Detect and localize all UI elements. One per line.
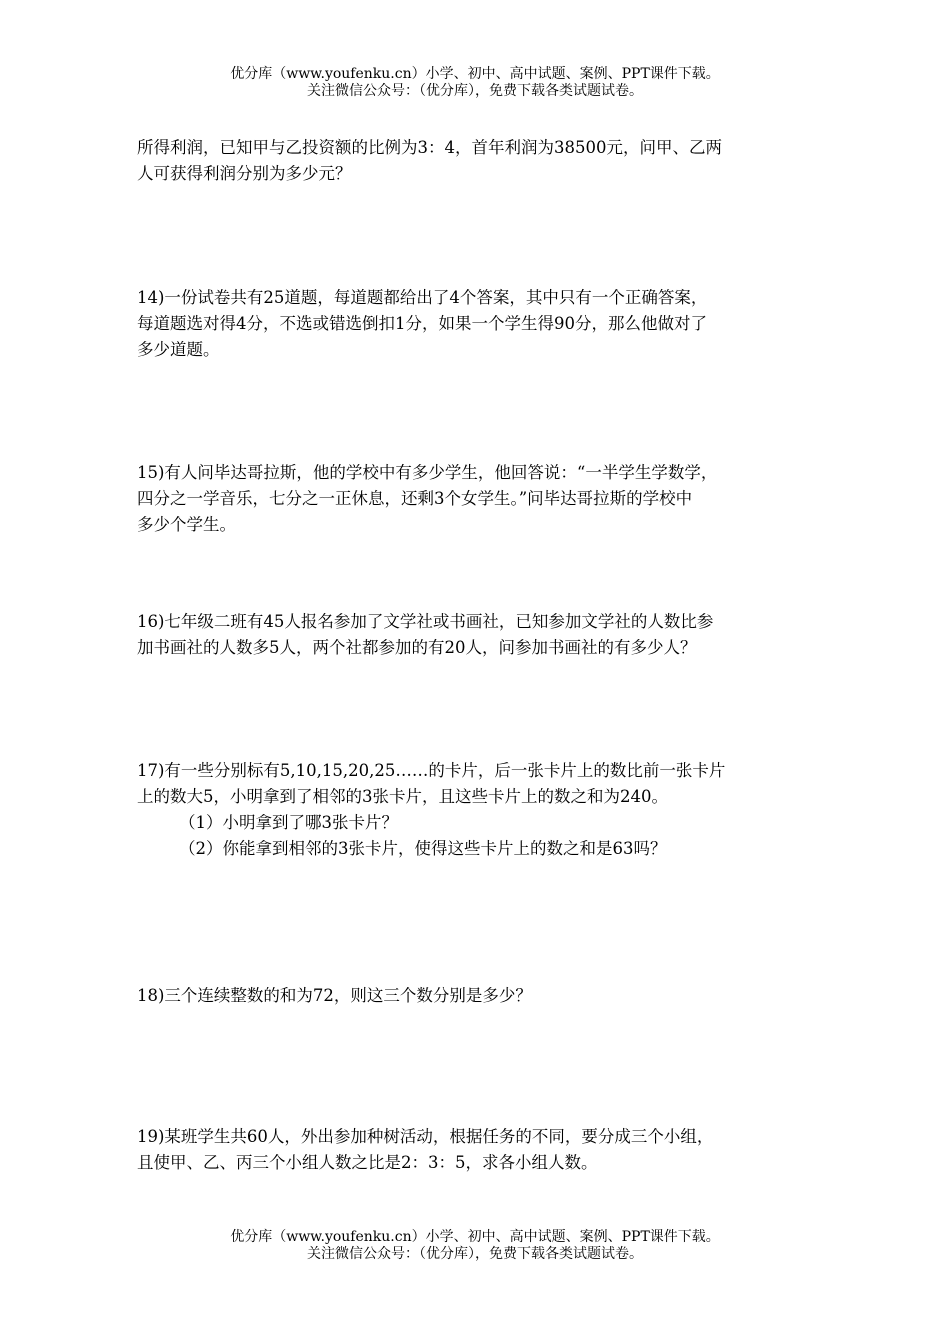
question-line: 多少道题。 xyxy=(137,340,220,359)
header-line-2: 关注微信公众号：（优分库），免费下载各类试题试卷。 xyxy=(307,83,643,99)
question-line: 14)一份试卷共有25道题，每道题都给出了4个答案，其中只有一个正确答案， xyxy=(137,288,708,307)
footer-line-1: 优分库（www.youfenku.cn）小学、初中、高中试题、案例、PPT课件下载。 xyxy=(230,1229,720,1245)
question-13-continued xyxy=(137,135,827,187)
question-line: 且使甲、乙、丙三个小组人数之比是2：3：5，求各小组人数。 xyxy=(137,1153,598,1172)
question-16 xyxy=(137,609,827,661)
question-line: 每道题选对得4分，不选或错选倒扣1分，如果一个学生得90分，那么他做对了 xyxy=(137,314,707,333)
question-line: 17)有一些分别标有5,10,15,20,25……的卡片，后一张卡片上的数比前一张卡片 xyxy=(137,761,726,780)
question-15 xyxy=(137,460,827,538)
question-line: 19)某班学生共60人，外出参加种树活动，根据任务的不同，要分成三个小组， xyxy=(137,1127,714,1146)
question-19 xyxy=(137,1124,827,1176)
question-line: 加书画社的人数多5人，两个社都参加的有20人，问参加书画社的有多少人？ xyxy=(137,638,697,657)
question-line: 四分之一学音乐，七分之一正休息，还剩3个女学生。”问毕达哥拉斯的学校中 xyxy=(137,489,693,508)
header-line-1: 优分库（www.youfenku.cn）小学、初中、高中试题、案例、PPT课件下载。 xyxy=(230,66,720,82)
question-line: 上的数大5，小明拿到了相邻的3张卡片，且这些卡片上的数之和为240。 xyxy=(137,787,668,806)
question-line: 多少个学生。 xyxy=(137,515,236,534)
sub-question-2: （2）你能拿到相邻的3张卡片，使得这些卡片上的数之和是63吗？ xyxy=(179,839,667,858)
question-line: 15)有人问毕达哥拉斯，他的学校中有多少学生，他回答说：“一半学生学数学， xyxy=(137,463,718,482)
question-18 xyxy=(137,983,827,1009)
question-line: 16)七年级二班有45人报名参加了文学社或书画社，已知参加文学社的人数比参 xyxy=(137,612,714,631)
question-14 xyxy=(137,285,827,363)
question-line: 18)三个连续整数的和为72，则这三个数分别是多少？ xyxy=(137,986,532,1005)
question-17 xyxy=(137,758,827,862)
question-line: 所得利润，已知甲与乙投资额的比例为3：4，首年利润为38500元，问甲、乙两 xyxy=(137,138,722,157)
sub-question-1: （1）小明拿到了哪3张卡片？ xyxy=(179,813,398,832)
question-line: 人可获得利润分别为多少元？ xyxy=(137,164,352,183)
page-footer xyxy=(0,1229,950,1263)
page-header xyxy=(0,66,950,100)
footer-line-2: 关注微信公众号：（优分库），免费下载各类试题试卷。 xyxy=(307,1246,643,1262)
